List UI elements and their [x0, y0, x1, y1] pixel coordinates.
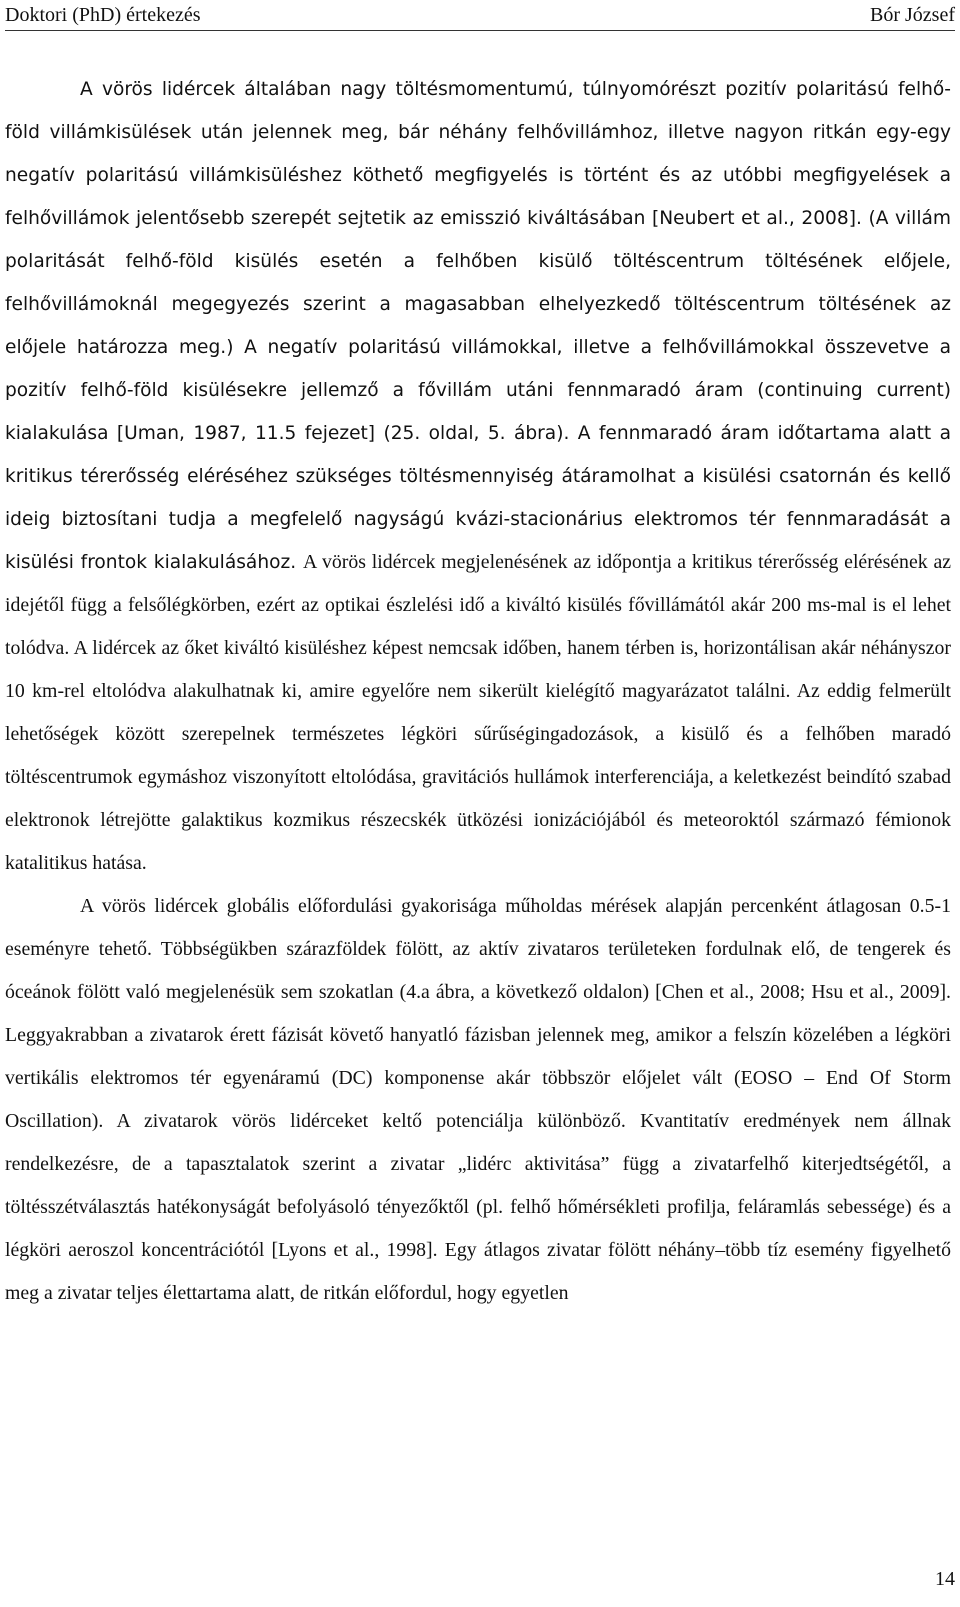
- paragraph-2: [5, 885, 951, 1315]
- paragraph-1: [5, 68, 951, 885]
- paragraph-1-segment-2: A vörös lidércek megjelenésének az időpontja a kritikus térerősség elérésének az idejétől függ a felsőlégkörben, ezért az optikai észlelési idő a kiváltó kisülés fővillámától akár 200 ms-mal is el lehet tolódva. A lidércek az őket kiváltó kisüléshez képest nemcsak időben, hanem térben is, horizontálisan akár néhányszor 10 km-rel eltolódva alakulhatnak ki, amire egyelőre nem sikerült kielégítő magyarázatot találni. Az eddig felmerült lehetőségek között szerepelnek természetes légköri sűrűségingadozások, a kisülő és a felhőben maradó töltéscentrumok egymáshoz viszonyított eltolódása, gravitációs hullámok interferenciája, a keletkezést beindító szabad elektronok létrejötte galaktikus kozmikus részecskék ütközési ionizációjából és meteoroktól származó fémionok katalitikus hatása.: [5, 551, 951, 874]
- page-number: 14: [935, 1568, 955, 1590]
- body-text: [5, 68, 951, 1315]
- paragraph-1-segment-1: A vörös lidércek általában nagy töltésmomentumú, túlnyomórészt pozitív polaritású felhő-föld villámkisülések után jelennek meg, bár néhány felhővillámhoz, illetve nagyon ritkán egy-egy negatív polaritású villámkisüléshez köthető megfigyelés is történt és az utóbbi megfigyelések a felhővillámok jelentősebb szerepét sejtetik az emisszió kiváltásában [Neubert et al., 2008]. (A villám polaritását felhő-föld kisülés esetén a felhőben kisülő töltéscentrum töltésének előjele, felhővillámoknál megegyezés szerint a magasabban elhelyezkedő töltéscentrum töltésének az előjele határozza meg.) A negatív polaritású villámokkal, illetve a felhővillámokkal összevetve a pozitív felhő-föld kisülésekre jellemző a fővillám utáni fennmaradó áram (continuing current) kialakulása [Uman, 1987, 11.5 fejezet] (25. oldal, 5. ábra). A fennmaradó áram időtartama alatt a kritikus térerősség eléréséhez szükséges töltésmennyiség átáramolhat a kisülési csatornán és kellő ideig biztosítani tudja a megfelelő nagyságú kvázi-stacionárius elektromos tér fennmaradását a kisülési frontok kialakulásához.: [5, 79, 951, 573]
- header-thesis-title: Doktori (PhD) értekezés: [5, 4, 201, 26]
- paragraph-2-segment-1: A vörös lidércek globális előfordulási gyakorisága műholdas mérések alapján percenként átlagosan 0.5-1 eseményre tehető. Többségükben szárazföldek fölött, az aktív zivataros területeken fordulnak elő, de tengerek és óceánok fölött való megjelenésük sem szokatlan (4.a ábra, a következő oldalon) [Chen et al., 2008; Hsu et al., 2009]. Leggyakrabban a zivatarok érett fázisát követő hanyatló fázisban jelennek meg, amikor a felszín közelében a légköri vertikális elektromos tér egyenáramú (DC) komponense akár többször előjelet vált (EOSO – End Of Storm Oscillation). A zivatarok vörös lidérceket keltő potenciálja különböző. Kvantitatív eredmények nem állnak rendelkezésre, de a tapasztalatok szerint a zivatar „lidérc aktivitása” függ a zivatarfelhő kiterjedtségétől, a töltésszétválasztás hatékonyságát befolyásoló tényezőktől (pl. felhő hőmérsékleti profilja, feláramlás sebessége) és a légköri aeroszol koncentrációtól [Lyons et al., 1998]. Egy átlagos zivatar fölött néhány–több tíz esemény figyelhető meg a zivatar teljes élettartama alatt, de ritkán előfordul, hogy egyetlen: [5, 895, 951, 1304]
- header-author: Bór József: [870, 4, 955, 26]
- running-header: [5, 2, 955, 31]
